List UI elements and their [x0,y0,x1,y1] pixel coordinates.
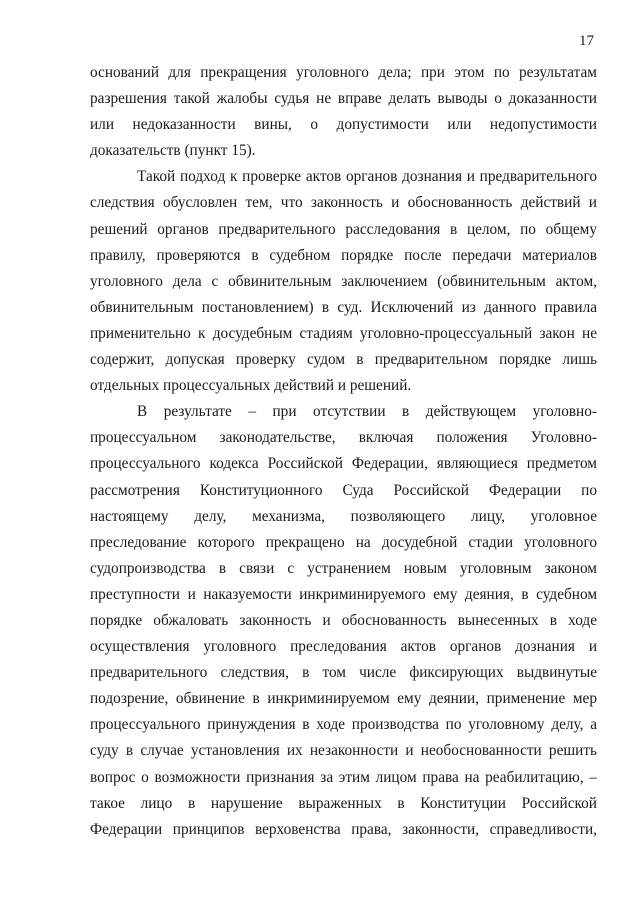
text-line: судопроизводства в связи с устранением новым уголовным законом [90,559,597,577]
text-line: содержит, допуская проверку судом в предварительном порядке лишь [90,351,597,369]
text-line: порядке обжаловать законность и обоснованность вынесенных в ходе [90,611,597,629]
text-line: применительно к досудебным стадиям уголовно-процессуальный закон не [90,324,597,342]
text-line: настоящему делу, механизма, позволяющего лицу, уголовное [90,507,597,525]
text-line: такое лицо в нарушение выраженных в Конституции Российской [90,794,597,812]
text-line: или недоказанности вины, о допустимости или недопустимости [90,116,597,134]
text-line: правилу, проверяются в судебном порядке после передачи материалов [90,246,597,264]
text-line: обвинительным постановлением) в суд. Исключений из данного правила [90,298,597,316]
text-line: отдельных процессуальных действий и решений. [90,377,412,395]
text-line: Федерации принципов верховенства права, законности, справедливости, [90,820,597,838]
text-line: процессуального принуждения в ходе производства по уголовному делу, а [90,716,597,734]
page-number: 17 [579,33,594,49]
text-line: предварительного следствия, в том числе фиксирующих выдвинутые [90,664,597,682]
text-line: уголовного дела с обвинительным заключением (обвинительным актом, [90,272,597,290]
text-line: процессуального кодекса Российской Федерации, являющиеся предметом [90,455,597,473]
text-line: преследование которого прекращено на досудебной стадии уголовного [90,533,597,551]
text-line: подозрение, обвинение в инкриминируемом ему деянии, применение мер [90,690,597,708]
text-line: оснований для прекращения уголовного дела; при этом по результатам [90,64,597,81]
text-line: доказательств (пункт 15). [90,142,256,160]
text-line: процессуальном законодательстве, включая положения Уголовно- [90,429,597,447]
text-line: решений органов предварительного расследования в целом, по общему [90,220,597,238]
text-line: В результате – при отсутствии в действующем уголовно- [137,403,597,421]
text-line: Такой подход к проверке актов органов дознания и предварительного [137,168,597,186]
text-line: рассмотрения Конституционного Суда Российской Федерации по [90,481,597,499]
text-line: разрешения такой жалобы судья не вправе делать выводы о доказанности [90,90,597,108]
text-line: осуществления уголовного преследования актов органов дознания и [90,638,597,656]
body-text [90,60,597,843]
text-line: вопрос о возможности признания за этим лицом права на реабилитацию, – [90,768,597,786]
text-line: преступности и наказуемости инкриминируемого ему деяния, в судебном [90,585,597,603]
text-line: суду в случае установления их незаконности и необоснованности решить [90,742,597,760]
text-line: следствия обусловлен тем, что законность и обоснованность действий и [90,194,597,212]
